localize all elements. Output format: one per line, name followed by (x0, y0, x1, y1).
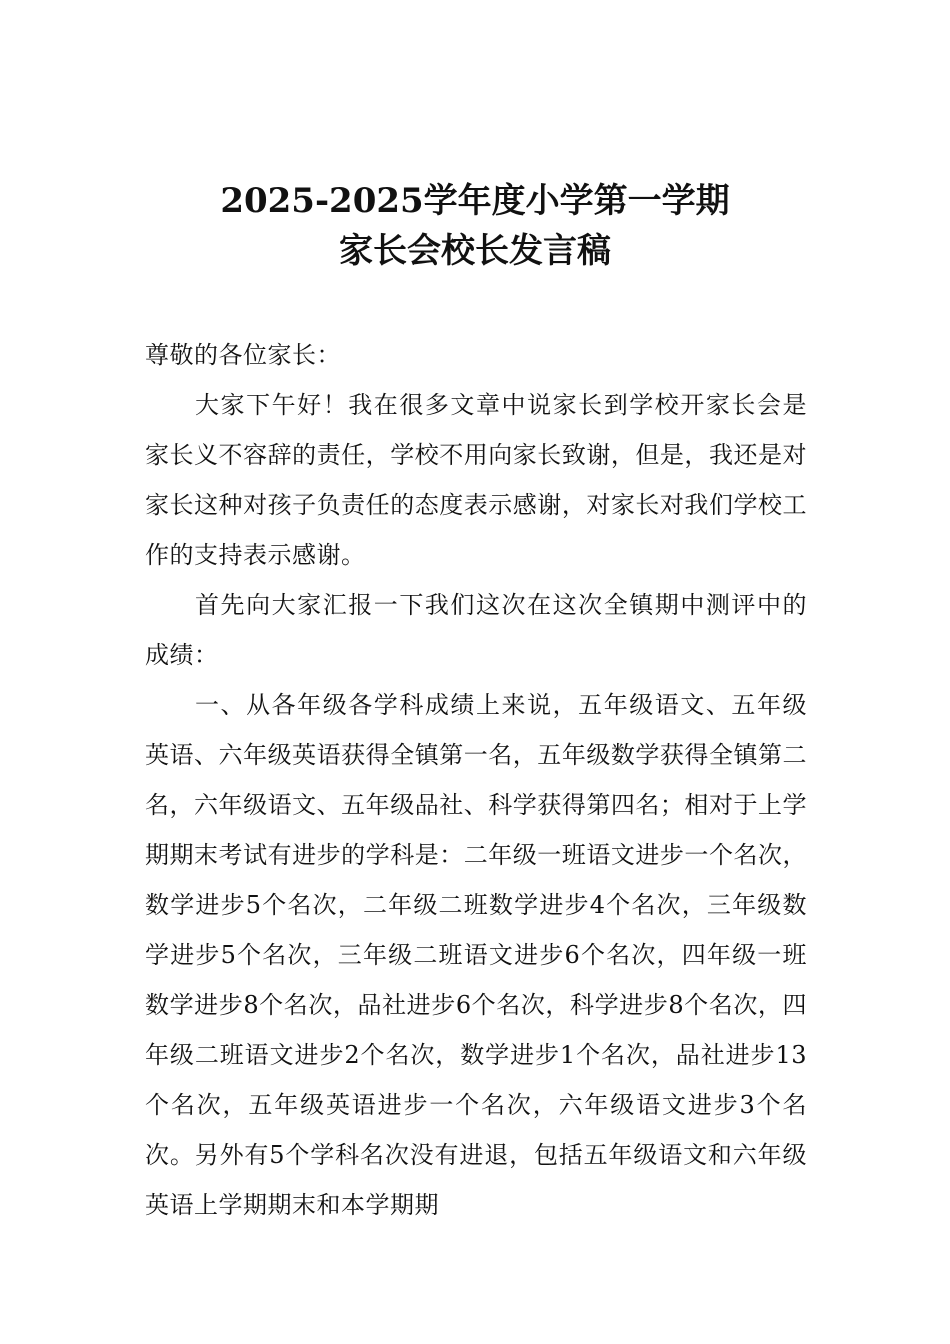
paragraph: 一、从各年级各学科成绩上来说，五年级语文、五年级英语、六年级英语获得全镇第一名，五年级数学获得全镇第二名，六年级语文、五年级品社、科学获得第四名；相对于上学期期末考试有进步的学科是：二年级一班语文进步一个名次，数学进步5个名次，二年级二班数学进步4个名次，三年级数学进步5个名次，三年级二班语文进步6个名次，四年级一班数学进步8个名次，品社进步6个名次，科学进步8个名次，四年级二班语文进步2个名次，数学进步1个名次，品社进步13个名次，五年级英语进步一个名次，六年级语文进步3个名次。另外有5个学科名次没有进退，包括五年级语文和六年级英语上学期期末和本学期期 (145, 691, 807, 1219)
document-title-line-1: 2025-2025学年度小学第一学期 (220, 181, 730, 221)
paragraph: 首先向大家汇报一下我们这次在这次全镇期中测评中的成绩： (145, 591, 807, 669)
document-title-line-2: 家长会校长发言稿 (339, 231, 611, 271)
paragraph: 大家下午好！我在很多文章中说家长到学校开家长会是家长义不容辞的责任，学校不用向家长致谢，但是，我还是对家长这种对孩子负责任的态度表示感谢，对家长对我们学校工作的支持表示感谢。 (145, 391, 807, 569)
document-body (145, 330, 807, 1230)
salutation: 尊敬的各位家长： (145, 341, 341, 369)
